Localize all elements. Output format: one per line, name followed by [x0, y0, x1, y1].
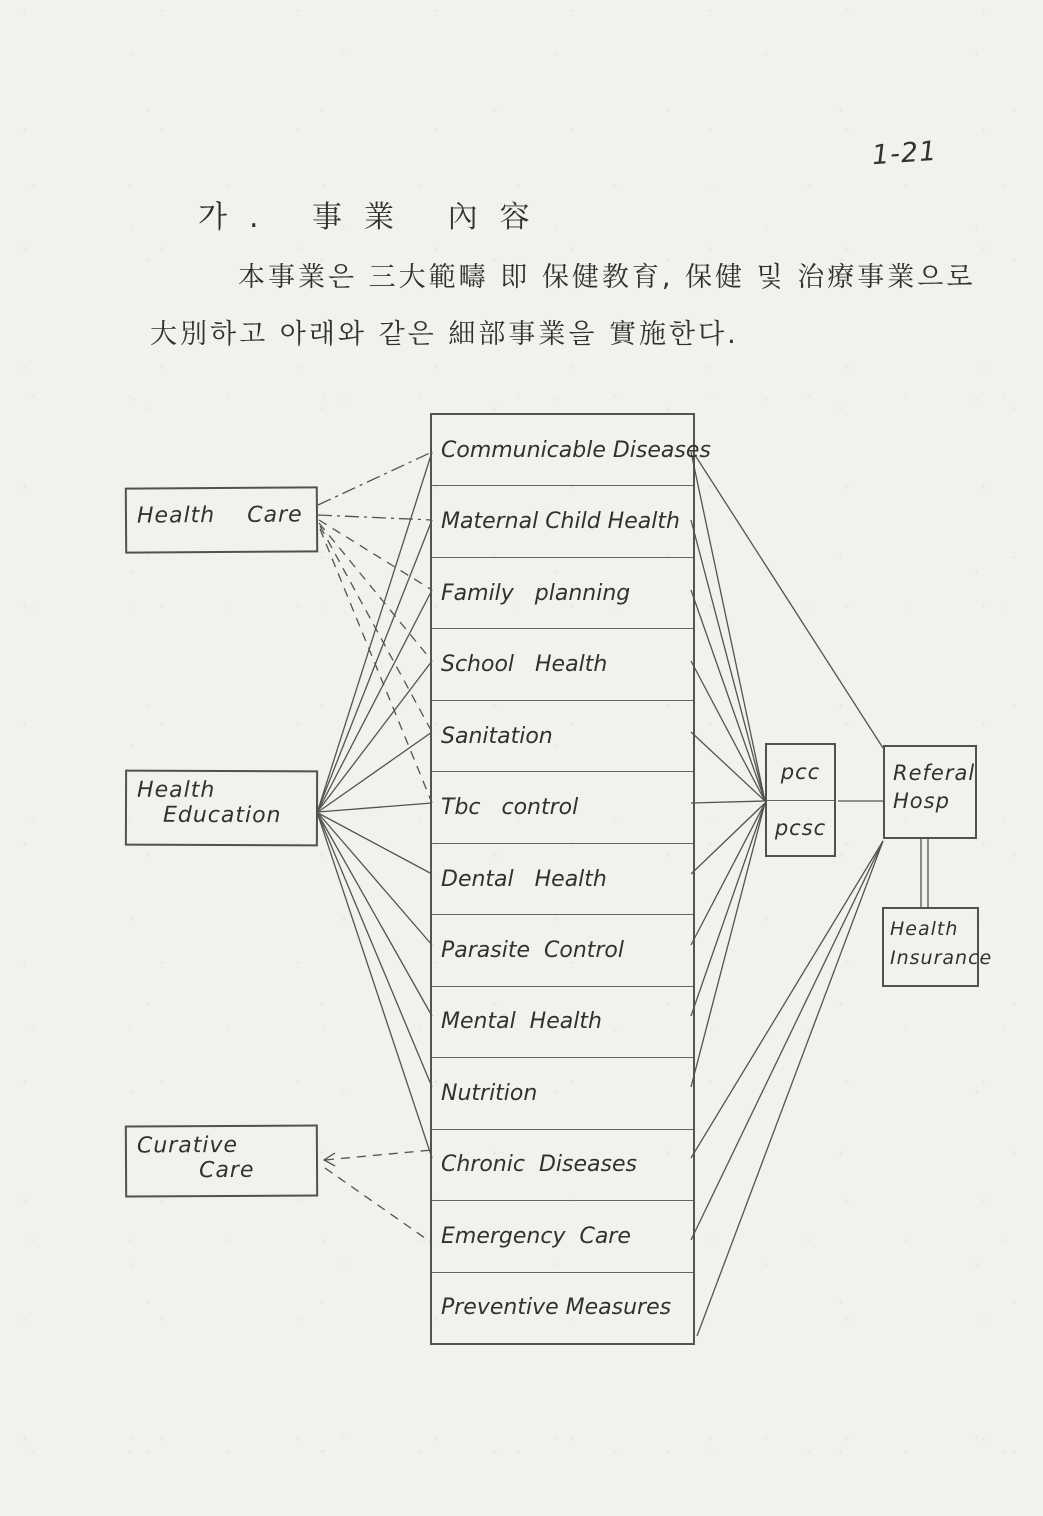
curative-care-label-line2: Care [198, 1157, 255, 1184]
pcc-pcsc-box [765, 743, 836, 857]
pcc-label: pcc [767, 745, 834, 801]
health-insurance-label-line1: Health [890, 918, 959, 940]
body-text-line-1: 本事業은 三大範疇 即 保健教育, 保健 및 治療事業으로 [238, 262, 976, 293]
service-row-emergency-care: Emergency Care [432, 1201, 693, 1272]
referral-hosp-label-line2: Hosp [893, 789, 950, 814]
service-row-communicable-diseases: Communicable Diseases [432, 415, 693, 486]
health-care-label: Health Care [136, 502, 303, 529]
service-row-tbc-control: Tbc control [432, 772, 693, 843]
services-column [430, 413, 711, 1345]
service-row-maternal-child-health: Maternal Child Health [432, 486, 693, 557]
service-row-family-planning: Family planning [432, 558, 693, 629]
health-insurance-label-line2: Insurance [890, 947, 993, 970]
health-education-label-line1: Health [137, 777, 216, 803]
health-insurance-box [882, 907, 993, 987]
health-education-box [125, 770, 318, 847]
arrowhead-icon [324, 1153, 335, 1166]
service-row-school-health: School Health [432, 629, 693, 700]
service-row-mental-health: Mental Health [432, 987, 693, 1058]
curative-care-label-line1: Curative [136, 1132, 239, 1159]
health-care-box [125, 486, 318, 553]
service-row-sanitation: Sanitation [432, 701, 693, 772]
section-heading: 가. 事業 內容 [198, 200, 552, 235]
body-text-line-2: 大別하고 아래와 같은 細部事業을 實施한다. [150, 319, 739, 350]
service-row-chronic-diseases: Chronic Diseases [432, 1130, 693, 1201]
referral-hosp-label-line1: Referal [893, 761, 976, 785]
health-education-label-line2: Education [162, 802, 282, 829]
service-row-nutrition: Nutrition [432, 1058, 693, 1129]
service-row-preventive-measures: Preventive Measures [441, 1295, 672, 1321]
service-row-parasite-control: Parasite Control [432, 915, 693, 986]
referral-hosp-box [883, 745, 977, 839]
curative-care-box [125, 1124, 318, 1197]
service-row-dental-health: Dental Health [432, 844, 693, 915]
page-number: 1-21 [870, 135, 939, 172]
pcsc-label: pcsc [774, 815, 827, 840]
